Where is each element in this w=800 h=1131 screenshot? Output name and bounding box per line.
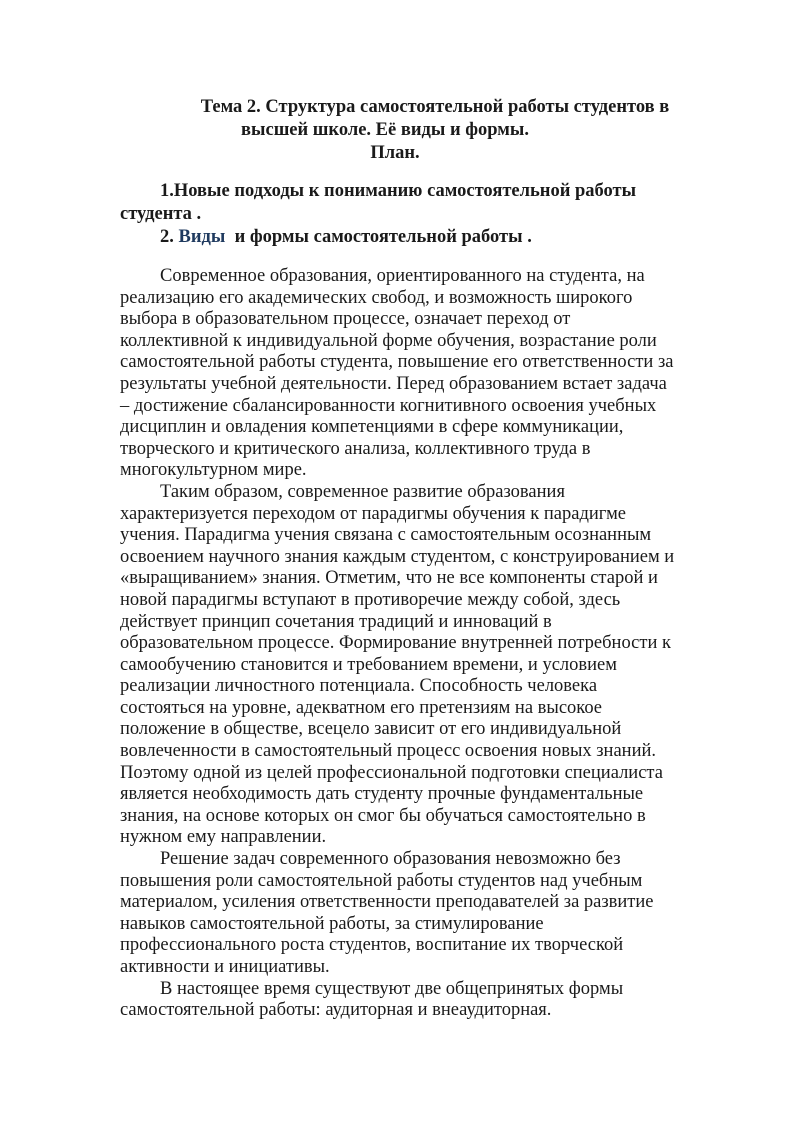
paragraph: Таким образом, современное развитие образования характеризуется переходом от парадигмы обучения к парадигме учения. Парадигма учения связана с самостоятельным осознанным освоением научного знания каждым студентом, с конструированием и «выращиванием» знания. Отметим, что не все компоненты старой и новой парадигмы вступают в противоречие между собой, здесь действует принцип сочетания традиций и инноваций в образовательном процессе. Формирование внутренней потребности к самообучению становится и требованием времени, и условием реализации личностного потенциала. Способность человека состояться на уровне, адекватном его претензиям на высокое положение в обществе, всецело зависит от его индивидуальной вовлеченности в самостоятельный процесс освоения новых знаний. Поэтому одной из целей профессиональной подготовки специалиста является необходимость дать студенту прочные фундаментальные знания, на основе которых он смог бы обучаться самостоятельно в нужном ему направлении. [120,481,675,848]
document-title [120,96,730,165]
plan-item-1: 1.Новые подходы к пониманию самостоятельной работы студента . [120,181,637,224]
document-body [120,266,680,1022]
paragraph: Решение задач современного образования невозможно без повышения роли самостоятельной работы студентов над учебным материалом, усиления ответственности преподавателей за развитие навыков самостоятельной работы, за стимулирование профессионального роста студентов, воспитание их творческой активности и инициативы. [120,849,654,977]
title-line-1: Тема 2. Структура самостоятельной работы студентов в [200,97,670,117]
plan-item-2-accent: Виды [178,227,226,247]
plan-item-2-rest: и формы самостоятельной работы . [225,227,532,247]
plan-list [120,180,685,249]
paragraph: В настоящее время существуют две общепринятых формы самостоятельной работы: аудиторная и внеаудиторная. [120,978,624,1021]
title-line-2: высшей школе. Её виды и формы. [241,120,529,140]
plan-item-2-prefix: 2. [160,227,179,247]
plan-item-2 [120,226,685,249]
paragraph: Современное образования, ориентированного на студента, на реализацию его академических свобод, и возможность широкого выбора в образовательном процессе, означает переход от коллективной к индивидуальной форме обучения, возрастание роли самостоятельной работы студента, повышение его ответственности за результаты учебной деятельности. Перед образованием встает задача – достижение сбалансированности когнитивного освоения учебных дисциплин и овладения компетенциями в сфере коммуникации, творческого и критического анализа, коллективного труда в многокультурном мире. [120,266,674,481]
plan-heading: План. [370,143,420,163]
